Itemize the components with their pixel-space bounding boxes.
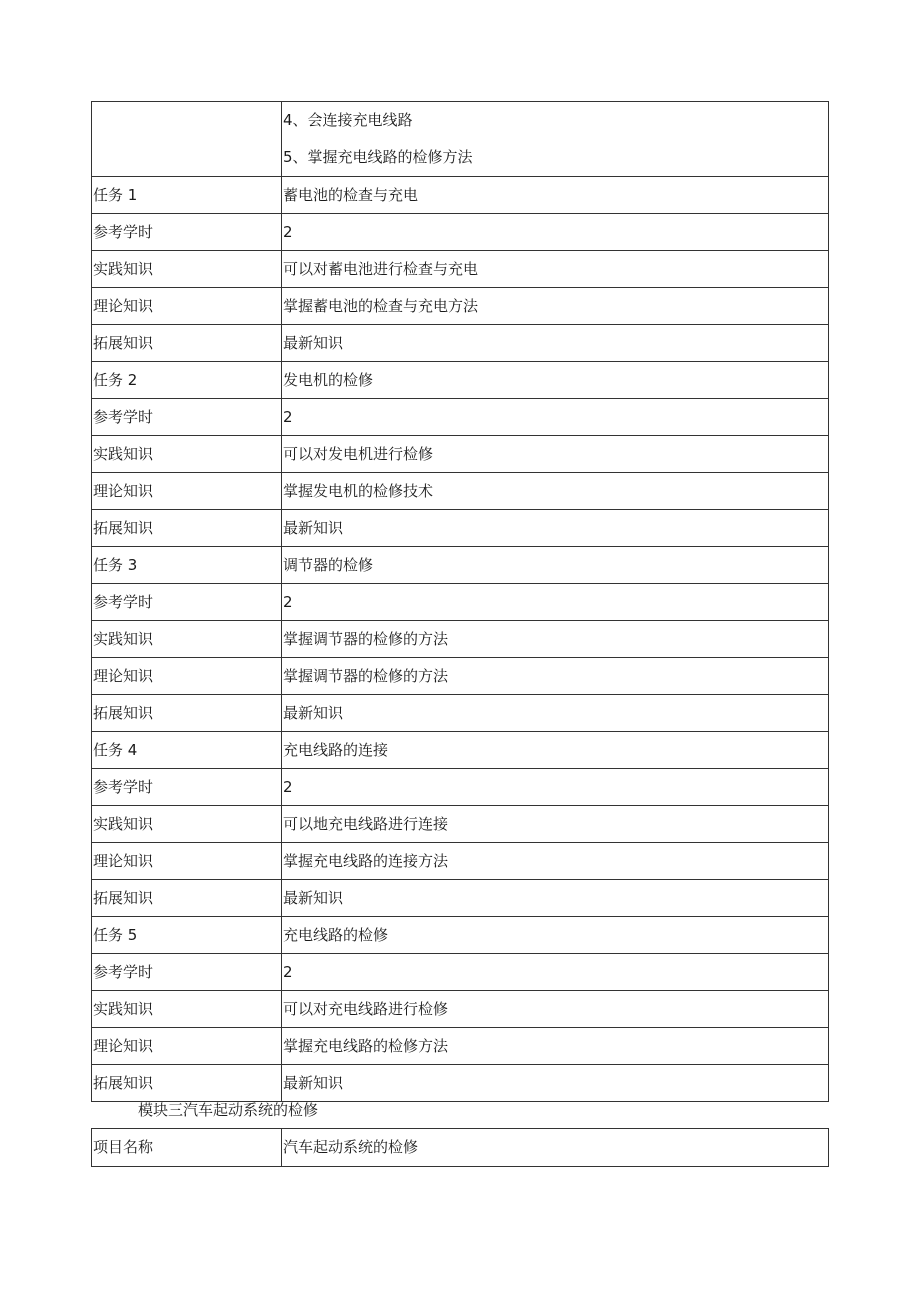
row-value: 最新知识: [282, 1065, 829, 1102]
row-label: 理论知识: [92, 473, 282, 510]
row-value: 2: [282, 214, 829, 251]
table-row: [92, 806, 829, 843]
row-value: 掌握充电线路的连接方法: [282, 843, 829, 880]
table-row: [92, 769, 829, 806]
table-row: [92, 214, 829, 251]
row-value: 可以对发电机进行检修: [282, 436, 829, 473]
row-value: 掌握调节器的检修的方法: [282, 658, 829, 695]
table-row: [92, 658, 829, 695]
row-label: 实践知识: [92, 991, 282, 1028]
row-value: 可以对蓄电池进行检查与充电: [282, 251, 829, 288]
course-table-body: [92, 102, 829, 1102]
row-label: 实践知识: [92, 806, 282, 843]
intro-row: [92, 102, 829, 177]
row-value: 最新知识: [282, 880, 829, 917]
project-label: 项目名称: [92, 1129, 282, 1167]
table-row: [92, 917, 829, 954]
module-title: 模块三汽车起动系统的检修: [138, 1101, 319, 1119]
row-value: 最新知识: [282, 695, 829, 732]
row-value: 发电机的检修: [282, 362, 829, 399]
intro-line: 5、掌握充电线路的检修方法: [283, 148, 473, 166]
row-value: 掌握调节器的检修的方法: [282, 621, 829, 658]
table-row: [92, 177, 829, 214]
row-label: 拓展知识: [92, 510, 282, 547]
row-label: 理论知识: [92, 658, 282, 695]
row-label: 任务 4: [92, 732, 282, 769]
table-row: [92, 1065, 829, 1102]
row-value: 最新知识: [282, 510, 829, 547]
intro-value-cell: [282, 102, 829, 177]
table-row: [92, 436, 829, 473]
table-row: [92, 547, 829, 584]
table-row: [92, 954, 829, 991]
table-row: [92, 843, 829, 880]
row-value: 2: [282, 954, 829, 991]
row-value: 2: [282, 769, 829, 806]
table-row: [92, 991, 829, 1028]
row-label: 理论知识: [92, 843, 282, 880]
project-value: 汽车起动系统的检修: [282, 1129, 829, 1167]
row-label: 理论知识: [92, 1028, 282, 1065]
project-table: [91, 1128, 829, 1167]
row-label: 参考学时: [92, 399, 282, 436]
table-row: [92, 510, 829, 547]
row-label: 参考学时: [92, 584, 282, 621]
row-label: 任务 2: [92, 362, 282, 399]
table-row: [92, 880, 829, 917]
table-row: [92, 1028, 829, 1065]
row-label: 拓展知识: [92, 880, 282, 917]
row-label: 实践知识: [92, 251, 282, 288]
row-value: 掌握发电机的检修技术: [282, 473, 829, 510]
table-row: [92, 251, 829, 288]
table-row: [92, 325, 829, 362]
row-value: 掌握蓄电池的检查与充电方法: [282, 288, 829, 325]
table-row: [92, 732, 829, 769]
row-label: 参考学时: [92, 214, 282, 251]
row-value: 充电线路的检修: [282, 917, 829, 954]
row-label: 任务 1: [92, 177, 282, 214]
row-label: 任务 5: [92, 917, 282, 954]
intro-label-cell: [92, 102, 282, 177]
table-row: [92, 362, 829, 399]
table-row: [92, 695, 829, 732]
row-label: 拓展知识: [92, 695, 282, 732]
row-label: 任务 3: [92, 547, 282, 584]
row-value: 调节器的检修: [282, 547, 829, 584]
row-value: 最新知识: [282, 325, 829, 362]
row-label: 理论知识: [92, 288, 282, 325]
table-row: [92, 473, 829, 510]
project-row: [92, 1129, 829, 1167]
row-label: 参考学时: [92, 954, 282, 991]
row-value: 蓄电池的检查与充电: [282, 177, 829, 214]
table-row: [92, 621, 829, 658]
row-label: 实践知识: [92, 621, 282, 658]
table-row: [92, 399, 829, 436]
row-value: 可以对充电线路进行检修: [282, 991, 829, 1028]
table-row: [92, 584, 829, 621]
row-label: 实践知识: [92, 436, 282, 473]
table-row: [92, 288, 829, 325]
course-table: [91, 101, 829, 1102]
intro-line: 4、会连接充电线路: [283, 111, 413, 129]
row-value: 掌握充电线路的检修方法: [282, 1028, 829, 1065]
row-label: 参考学时: [92, 769, 282, 806]
row-value: 充电线路的连接: [282, 732, 829, 769]
row-value: 可以地充电线路进行连接: [282, 806, 829, 843]
row-value: 2: [282, 399, 829, 436]
row-label: 拓展知识: [92, 325, 282, 362]
row-label: 拓展知识: [92, 1065, 282, 1102]
row-value: 2: [282, 584, 829, 621]
